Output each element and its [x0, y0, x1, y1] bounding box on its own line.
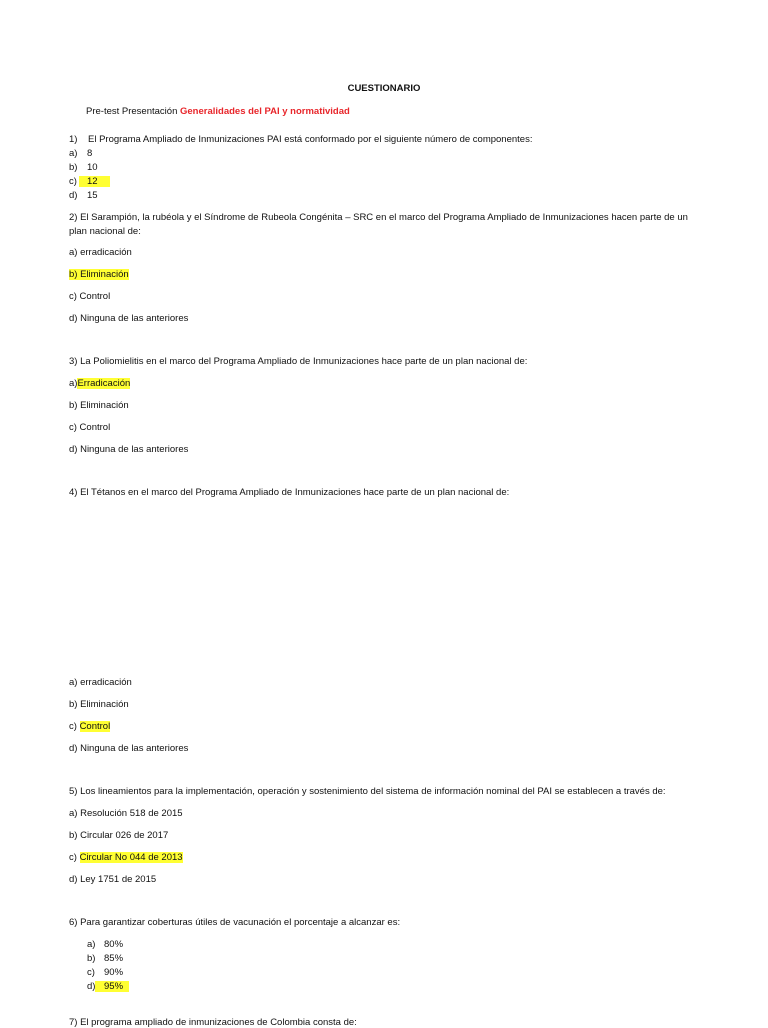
question-1-number: 1) [69, 134, 78, 145]
answer-highlight: 95% [95, 981, 129, 992]
question-3-option-d: d) Ninguna de las anteriores [69, 444, 189, 455]
subtitle-prefix: Pre-test Presentación [86, 106, 180, 117]
subtitle-topic: Generalidades del PAI y normatividad [180, 106, 350, 117]
answer-highlight: Circular No 044 de 2013 [79, 852, 183, 863]
question-3-option-c: c) Control [69, 422, 111, 433]
question-6-option-a: a) 80% [87, 939, 124, 950]
question-6-option-d: d) 95% [87, 981, 129, 992]
question-4-option-c: c) Control [69, 721, 111, 732]
question-2-option-c: c) Control [69, 291, 111, 302]
question-4-option-a: a) erradicación [69, 677, 132, 688]
question-2-line-1: 2) El Sarampión, la rubéola y el Síndrome de Rubeola Congénita – SRC en el marco del Programa Ampliado de Inmunizaciones hacen parte de un [69, 212, 688, 223]
question-2-option-b [69, 269, 129, 280]
subtitle [86, 106, 350, 117]
question-5: 5) Los lineamientos para la implementación, operación y sostenimiento del sistema de información nominal del PAI se establecen a través de: [69, 786, 666, 797]
answer-highlight: Erradicación [77, 378, 131, 389]
answer-highlight: Control [79, 721, 111, 732]
question-2-line-2: plan nacional de: [69, 226, 141, 237]
question-1-option-d: d) 15 [69, 190, 98, 201]
question-1-option-c: c) 12 [69, 176, 110, 187]
question-5-option-d: d) Ley 1751 de 2015 [69, 874, 157, 885]
question-5-option-b: b) Circular 026 de 2017 [69, 830, 169, 841]
question-1-text: El Programa Ampliado de Inmunizaciones PAI está conformado por el siguiente número de componentes: [88, 134, 533, 145]
question-3-option-a: a)Erradicación [69, 378, 131, 389]
answer-highlight: b) Eliminación [69, 269, 129, 280]
question-2-option-d: d) Ninguna de las anteriores [69, 313, 189, 324]
question-5-option-a: a) Resolución 518 de 2015 [69, 808, 183, 819]
answer-highlight: 12 [79, 176, 110, 187]
question-2-option-a: a) erradicación [69, 247, 132, 258]
question-1-option-a: a) 8 [69, 148, 93, 159]
question-4-option-b: b) Eliminación [69, 699, 129, 710]
question-1 [69, 134, 532, 145]
question-3: 3) La Poliomielitis en el marco del Programa Ampliado de Inmunizaciones hace parte de un plan nacional de: [69, 356, 528, 367]
page-title: CUESTIONARIO [347, 83, 421, 94]
question-4: 4) El Tétanos en el marco del Programa Ampliado de Inmunizaciones hace parte de un plan nacional de: [69, 487, 510, 498]
question-1-option-b: b) 10 [69, 162, 98, 173]
question-7: 7) El programa ampliado de inmunizaciones de Colombia consta de: [69, 1017, 357, 1028]
question-3-option-b: b) Eliminación [69, 400, 129, 411]
question-4-option-d: d) Ninguna de las anteriores [69, 743, 189, 754]
question-6: 6) Para garantizar coberturas útiles de vacunación el porcentaje a alcanzar es: [69, 917, 401, 928]
question-6-option-b: b) 85% [87, 953, 124, 964]
question-5-option-c: c) Circular No 044 de 2013 [69, 852, 183, 863]
question-6-option-c: c) 90% [87, 967, 124, 978]
